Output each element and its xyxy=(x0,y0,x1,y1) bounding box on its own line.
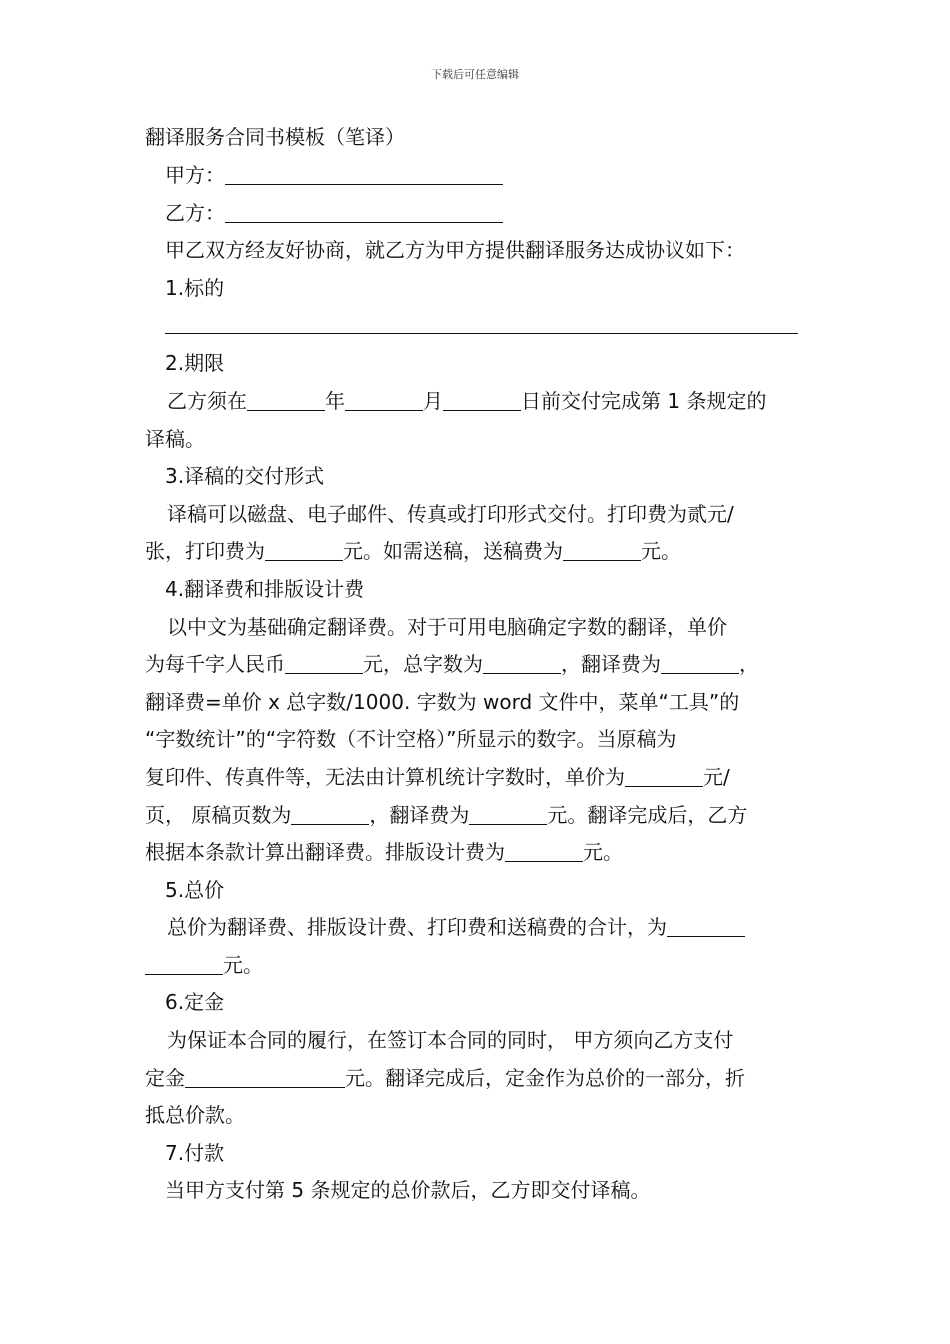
section-3-line-2 xyxy=(145,533,807,571)
unit-price-blank[interactable] xyxy=(285,653,363,674)
party-a-line xyxy=(145,157,807,195)
total-price-blank[interactable] xyxy=(667,916,745,937)
text-segment: 元。翻译完成后，乙方 xyxy=(547,802,748,827)
section-4-line-4: “字数统计”的“字符数（不计空格）”所显示的数字。当原稿为 xyxy=(145,727,677,752)
section-5-line-2 xyxy=(145,947,807,985)
text-segment: 年 xyxy=(325,388,345,413)
total-price-blank-continued[interactable] xyxy=(145,954,223,975)
month-blank[interactable] xyxy=(345,390,423,411)
section-2-line-2: 译稿。 xyxy=(145,426,205,451)
text-segment: ， xyxy=(739,652,759,677)
year-blank[interactable] xyxy=(247,390,325,411)
text-segment: 元。翻译完成后，定金作为总价的一部分，折 xyxy=(345,1065,745,1090)
document-title: 翻译服务合同书模板（笔译） xyxy=(145,125,405,149)
section-1-heading: 1.标的 xyxy=(165,275,225,300)
section-6-heading: 6.定金 xyxy=(165,990,225,1015)
section-6-line-2 xyxy=(145,1060,807,1098)
party-b-blank[interactable] xyxy=(225,202,503,223)
section-6-line-3: 抵总价款。 xyxy=(145,1103,245,1128)
party-a-blank[interactable] xyxy=(225,164,503,185)
text-segment: 元。 xyxy=(223,952,263,977)
party-b-line xyxy=(145,195,807,233)
text-segment: 总价为翻译费、排版设计费、打印费和送稿费的合计，为 xyxy=(167,915,667,940)
delivery-fee-blank[interactable] xyxy=(563,540,641,561)
section-5-heading: 5.总价 xyxy=(165,877,225,902)
text-segment: 元。 xyxy=(583,840,623,865)
section-4-line-6 xyxy=(145,797,807,835)
section-6-line-1: 为保证本合同的履行，在签订本合同的同时， 甲方须向乙方支付 xyxy=(167,1028,734,1053)
translation-fee-blank[interactable] xyxy=(661,653,739,674)
page-price-blank[interactable] xyxy=(625,766,703,787)
text-segment: ，翻译费为 xyxy=(369,802,470,827)
section-5-line-1 xyxy=(145,909,807,947)
section-7-line-1: 当甲方支付第 5 条规定的总价款后，乙方即交付译稿。 xyxy=(165,1178,651,1203)
text-segment: 元。 xyxy=(641,539,681,564)
section-4-line-1: 以中文为基础确定翻译费。对于可用电脑确定字数的翻译，单价 xyxy=(167,614,727,639)
section-7-heading: 7.付款 xyxy=(165,1140,225,1165)
section-3-line-1: 译稿可以磁盘、电子邮件、传真或打印形式交付。打印费为贰元/ xyxy=(167,501,734,526)
text-segment: 张，打印费为 xyxy=(145,539,265,564)
print-fee-blank[interactable] xyxy=(265,540,343,561)
section-2-heading: 2.期限 xyxy=(165,351,225,376)
section-4-line-7 xyxy=(145,834,807,872)
section-4-heading: 4.翻译费和排版设计费 xyxy=(165,576,365,601)
section-4-line-2 xyxy=(145,646,807,684)
text-segment: 日前交付完成第 1 条规定的 xyxy=(521,388,767,413)
text-segment: 定金 xyxy=(145,1065,185,1090)
text-segment: 元/ xyxy=(703,764,730,789)
text-segment: 页， 原稿页数为 xyxy=(145,802,292,827)
section-4-line-5 xyxy=(145,759,807,797)
page-translation-fee-blank[interactable] xyxy=(469,804,547,825)
day-blank[interactable] xyxy=(443,390,521,411)
text-segment: 元。如需送稿，送稿费为 xyxy=(343,539,563,564)
text-segment: 根据本条款计算出翻译费。排版设计费为 xyxy=(145,840,505,865)
text-segment: 元，总字数为 xyxy=(363,652,483,677)
contract-document xyxy=(145,122,807,1210)
section-4-line-3: 翻译费=单价 x 总字数/1000. 字数为 word 文件中，菜单“工具”的 xyxy=(145,689,740,714)
text-segment: 为每千字人民币 xyxy=(145,652,285,677)
text-segment: 月 xyxy=(423,388,443,413)
text-segment: 复印件、传真件等，无法由计算机统计字数时，单价为 xyxy=(145,764,625,789)
text-segment: ，翻译费为 xyxy=(561,652,661,677)
party-a-label: 甲方： xyxy=(165,163,225,187)
subject-blank[interactable] xyxy=(165,307,798,334)
section-3-heading: 3.译稿的交付形式 xyxy=(165,464,325,489)
layout-fee-blank[interactable] xyxy=(505,841,583,862)
page-count-blank[interactable] xyxy=(291,804,369,825)
deposit-blank[interactable] xyxy=(185,1067,345,1088)
intro-paragraph: 甲乙双方经友好协商，就乙方为甲方提供翻译服务达成协议如下： xyxy=(165,238,745,263)
section-2-line-1 xyxy=(145,383,807,421)
text-segment: 乙方须在 xyxy=(167,388,247,413)
header-note: 下载后可任意编辑 xyxy=(431,68,519,81)
party-b-label: 乙方： xyxy=(165,200,225,225)
word-count-blank[interactable] xyxy=(483,653,561,674)
